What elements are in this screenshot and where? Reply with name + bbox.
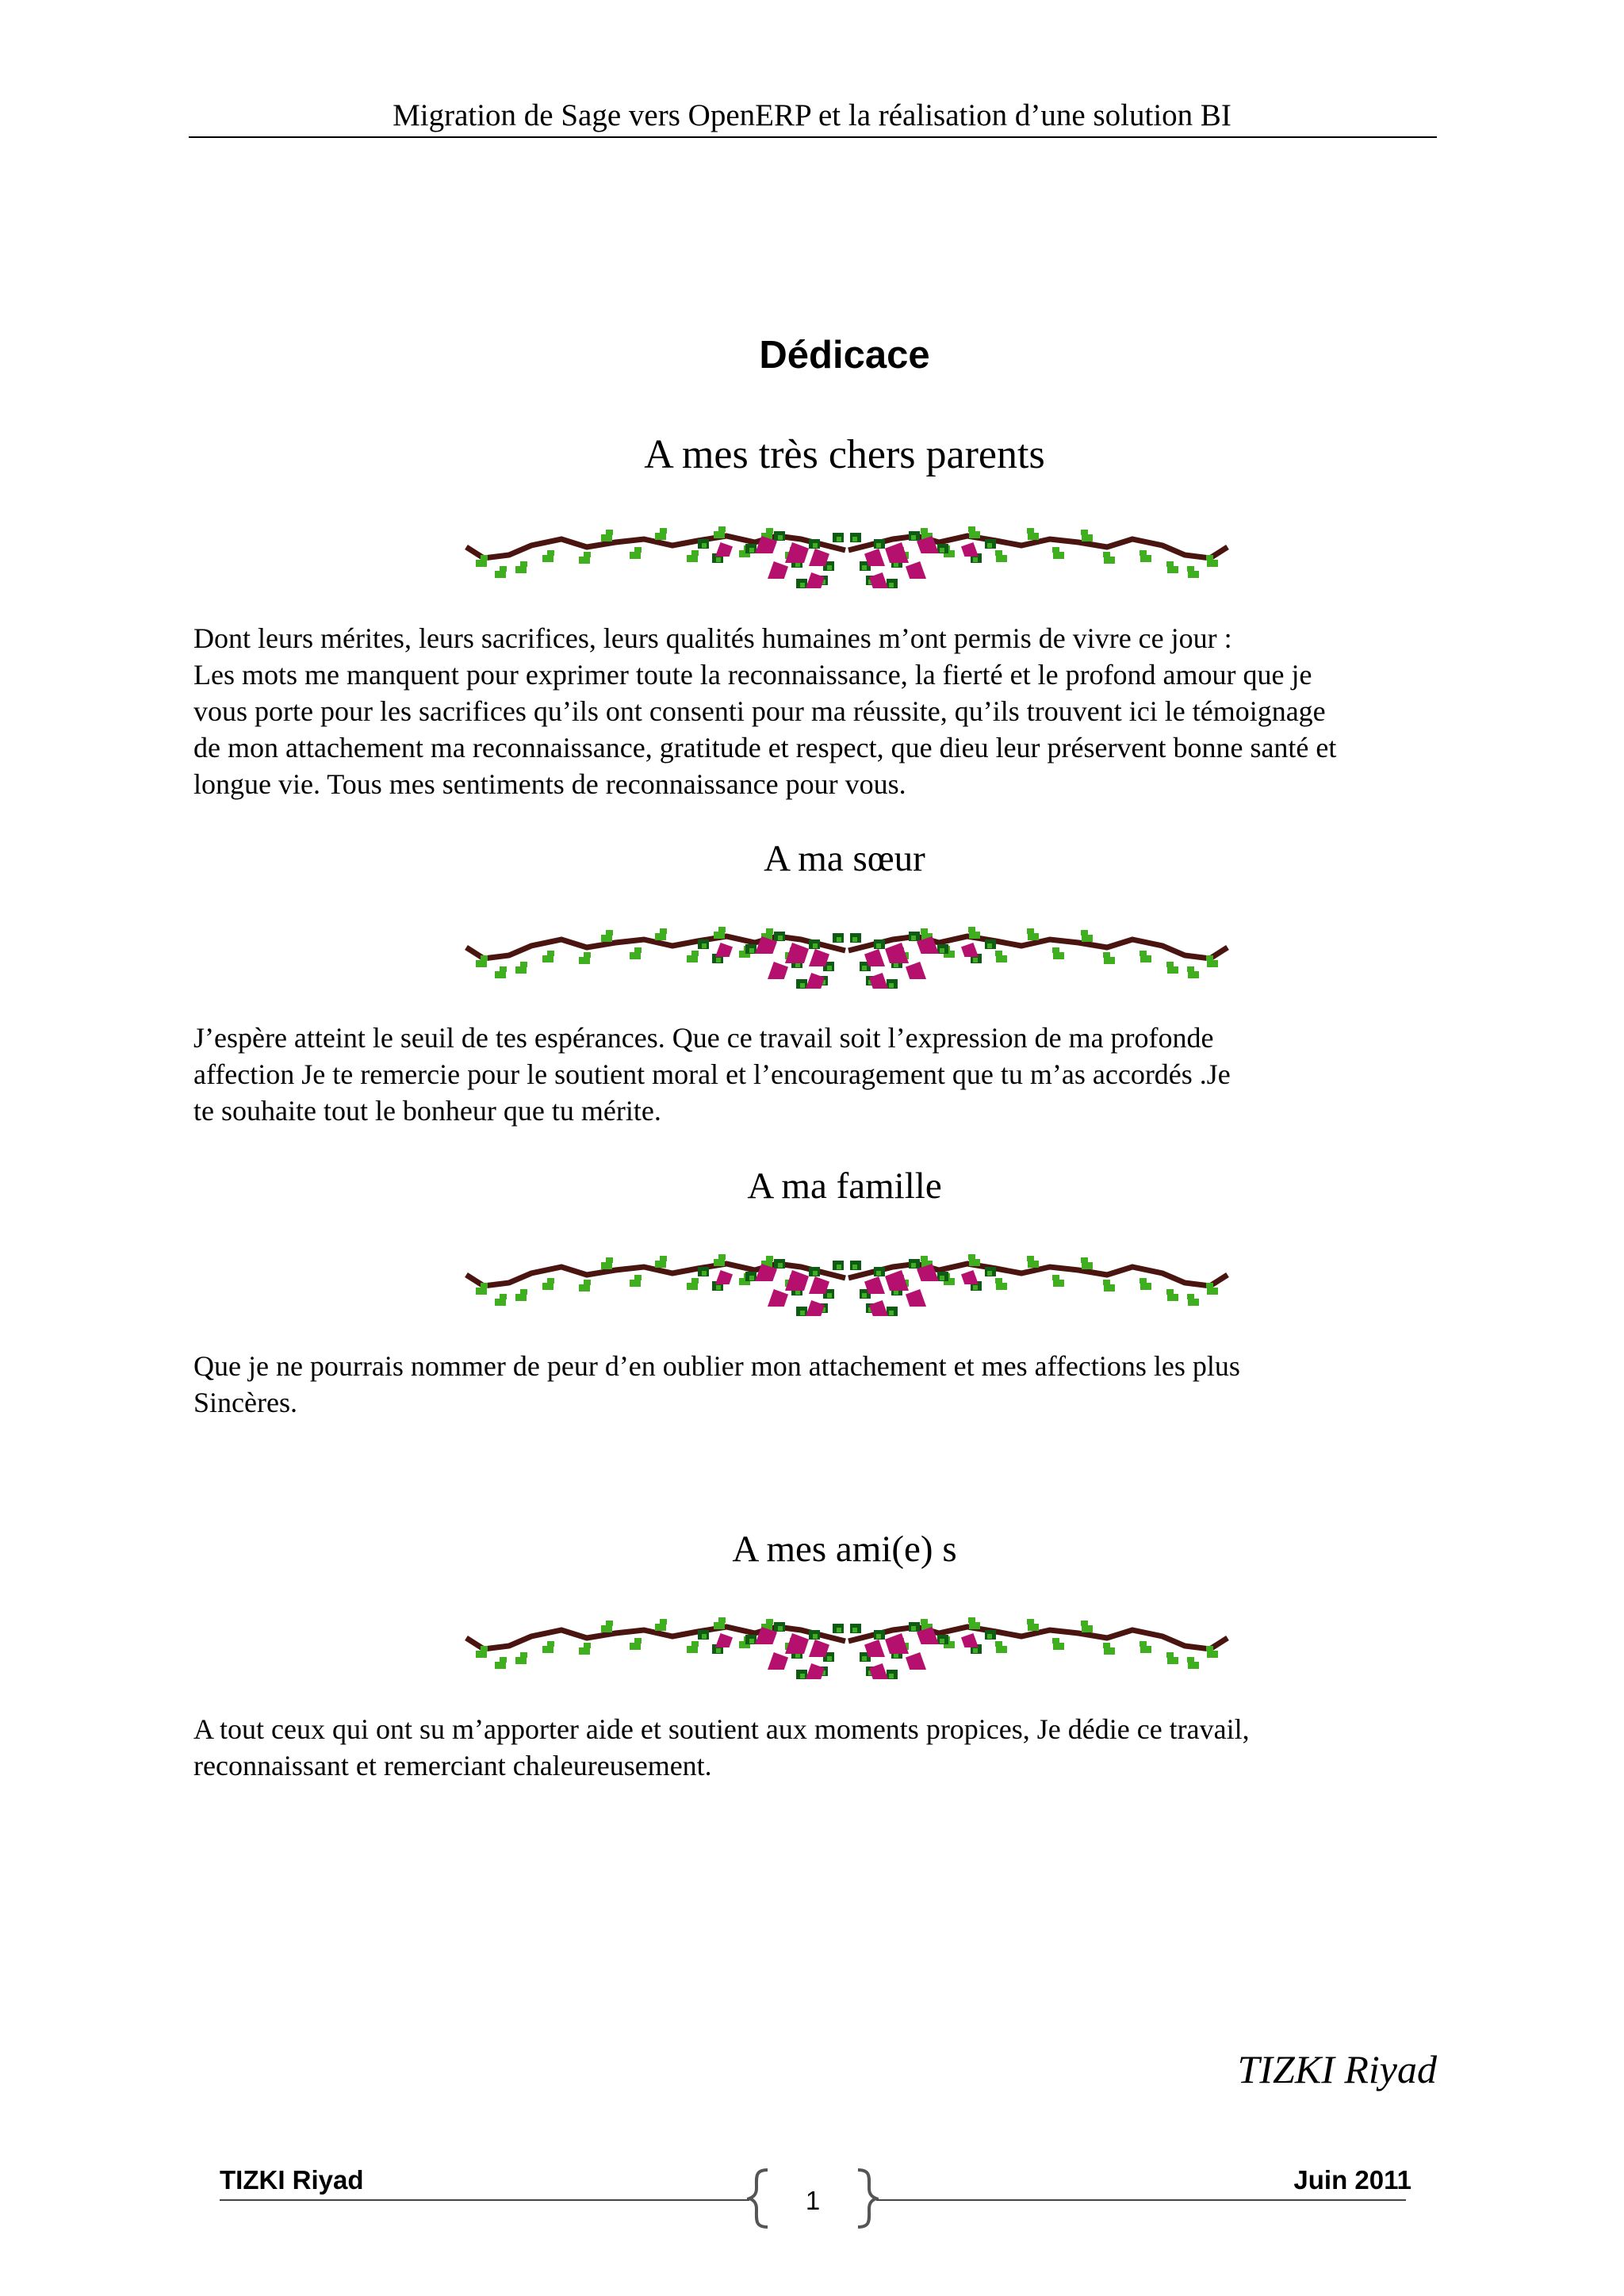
- header-rule: [189, 136, 1437, 138]
- section-text-family: Que je ne pourrais nommer de peur d’en oublier mon attachement et mes affections les plus Sincères.: [193, 1350, 1240, 1418]
- running-header: Migration de Sage vers OpenERP et la réalisation d’une solution BI: [393, 98, 1231, 132]
- floral-divider: [460, 1243, 1234, 1319]
- brace-right-icon: [855, 2168, 879, 2229]
- section-heading-friends: A mes ami(e) s: [732, 1529, 957, 1570]
- footer-author: TIZKI Riyad: [220, 2165, 364, 2195]
- section-heading-sister: A ma sœur: [764, 838, 925, 879]
- brace-left-icon: [747, 2168, 771, 2229]
- section-heading-family: A ma famille: [747, 1165, 942, 1207]
- footer-rule-left: [220, 2199, 749, 2201]
- section-text-sister: J’espère atteint le seuil de tes espérances. Que ce travail soit l’expression de ma profonde affection Je te remercie pour le soutient moral et l’encouragement que tu m’as accordés .Je te souhaite tout le bonheur que tu mérite.: [193, 1022, 1231, 1127]
- footer-rule-right: [876, 2199, 1406, 2201]
- section-heading-parents: A mes très chers parents: [644, 432, 1045, 477]
- floral-divider: [460, 1606, 1234, 1682]
- floral-divider: [460, 515, 1234, 591]
- page-number: 1: [805, 2186, 821, 2215]
- section-text-friends: A tout ceux qui ont su m’apporter aide et soutient aux moments propices, Je dédie ce travail, reconnaissant et remerciant chaleureusement.: [193, 1713, 1250, 1781]
- floral-divider: [460, 916, 1234, 992]
- section-text-parents: Dont leurs mérites, leurs sacrifices, leurs qualités humaines m’ont permis de vivre ce jour : Les mots me manquent pour exprimer toute la reconnaissance, la fierté et le profond amour que je vous porte pour les sacrifices qu’ils ont consenti pour ma réussite, qu’ils trouvent ici le témoignage de mon attachement ma reconnaissance, gratitude et respect, que dieu leur préservent bonne santé et longue vie. Tous mes sentiments de reconnaissance pour vous.: [193, 622, 1337, 800]
- signature: TIZKI Riyad: [1237, 2047, 1437, 2091]
- footer-date: Juin 2011: [1293, 2165, 1411, 2195]
- page-title: Dédicace: [759, 334, 930, 377]
